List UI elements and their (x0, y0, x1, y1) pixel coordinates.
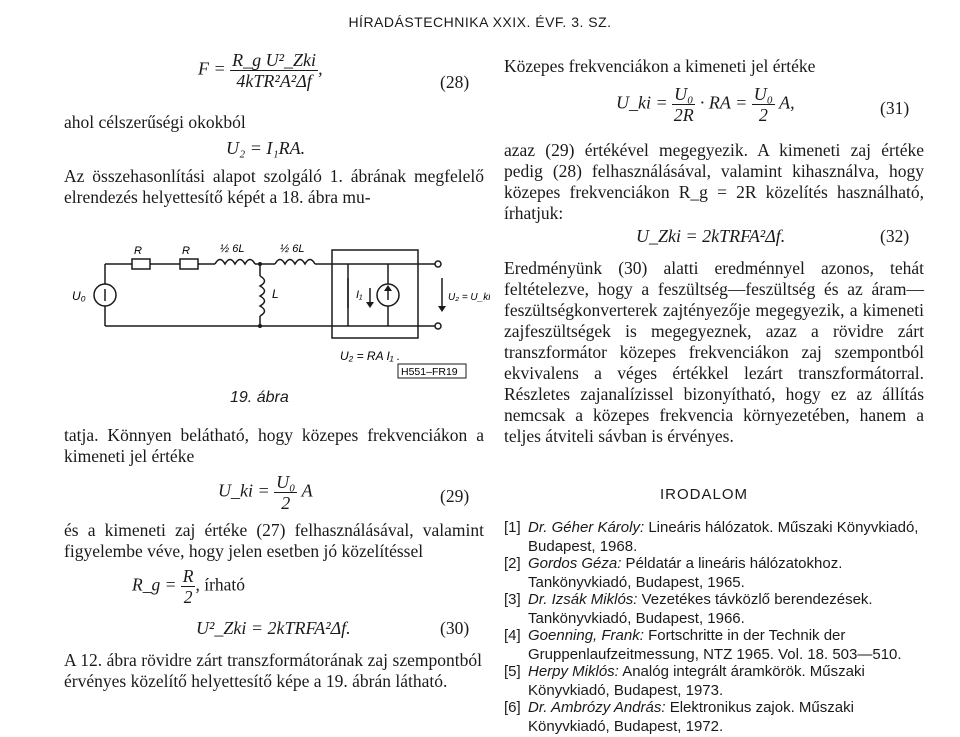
label-l1: ½ 6L (220, 243, 245, 255)
left-para-4: és a kimeneti zaj értéke (27) felhasználásával, valamint figyelembe véve, hogy jelen esetben jó közelítéssel (64, 520, 484, 561)
ref-number: [4] (504, 627, 521, 644)
label-u0: U₀ (72, 289, 86, 303)
references-heading: IRODALOM (660, 486, 749, 503)
label-l2: ½ 6L (280, 243, 305, 255)
ref-number: [6] (504, 699, 521, 716)
rg-denominator: 2 (183, 587, 193, 607)
resistor-r2 (180, 259, 198, 269)
ref-text: Elektronikus zajok. Műszaki Könyvkiadó, Budapest, 1972. (528, 699, 854, 735)
converter-box (332, 250, 418, 338)
left-para-3: tatja. Könnyen belátható, hogy közepes frekvenciákon a kimeneti jel értéke (64, 425, 484, 466)
ref-author: Dr. Ambrózy András: (528, 699, 666, 716)
ref-author: Dr. Izsák Miklós: (528, 591, 638, 608)
ref-number: [2] (504, 555, 521, 572)
eq29-lhs: U_ki = (218, 480, 270, 501)
label-uki: U₂ = U_ki (448, 292, 490, 303)
ref-author: Goenning, Frank: (528, 627, 644, 644)
ref-number: [5] (504, 663, 521, 680)
equation-31 (616, 84, 795, 125)
eq31-lhs: U_ki = (616, 92, 668, 113)
equation-u2: U₂ = I₁RA. (226, 138, 306, 158)
eq28-numerator: R_g U²_Zki (232, 50, 317, 70)
ref-number: [1] (504, 519, 521, 536)
right-para-1: Közepes frekvenciákon a kimeneti jel értéke (504, 56, 816, 76)
label-l: L (272, 287, 279, 301)
eq31-mid: · RA = (699, 92, 748, 113)
eq31-numerator-2: U₀ (753, 84, 773, 104)
eq31-denominator-1: 2R (673, 105, 694, 125)
equation-32: U_Zki = 2kTRFA²Δf. (636, 226, 786, 246)
figure-code: H551–FR19 (401, 366, 458, 378)
eq31-numerator-1: U₀ (674, 84, 694, 104)
eq30-number: (30) (440, 618, 470, 638)
right-para-3: Eredményünk (30) alatti eredménnyel azonos, tehát feltételezve, hogy a feszültség—feszültség és az áram—feszültségkonverterek zajtényezője megegyezik, a kimeneti zajfeszültségek is megegyeznek, azaz a rövidre zárt transzformátor közepes frekvenciákon zaj szempontból ekvivalens a véges értékkel lezárt transzformátorral. Részletes zajanalízissel bizonyítható, hogy ez az állítás nemcsak a közepes frekvencia környezetében, hanem a teljes átviteli sávban is érvényes. (504, 258, 924, 446)
eq28-lhs: F = (198, 58, 226, 79)
left-para-2: Az összehasonlítási alapot szolgáló 1. ábrának megfelelő elrendezés helyettesítő képét a 18. ábra mu- (64, 166, 484, 207)
eq29-numerator: U₀ (276, 472, 296, 492)
eq31-denominator-2: 2 (758, 105, 768, 125)
figure-19-caption: 19. ábra (230, 389, 289, 406)
right-para-2: azaz (29) értékével megegyezik. A kimeneti zaj értéke pedig (28) felhasználásával, valamint kihasználva, hogy közepes frekvenciákon R_g = 2R közelítés használható, írhatjuk: (504, 140, 924, 223)
ref-text: Példatár a lineáris hálózatokhoz. Tankönyvkiadó, Budapest, 1965. (528, 555, 843, 591)
eq28-number: (28) (440, 72, 470, 92)
reference-item (504, 626, 934, 664)
reference-item (504, 590, 934, 628)
eq29-denominator: 2 (281, 493, 291, 513)
eq32-number: (32) (880, 226, 910, 246)
ref-text: Fortschritte in der Technik der Gruppenlaufzeitmessung, NTZ 1965. Vol. 18. 503—510. (528, 627, 902, 663)
reference-item (504, 518, 934, 556)
inductor-l1 (215, 260, 255, 265)
label-u2: U₂ = RA I₁ . (340, 349, 401, 363)
eq28-fraction (230, 50, 318, 91)
eq28-denominator: 4kTR²A²Δf (236, 71, 312, 91)
equation-30: U²_Zki = 2kTRFA²Δf. (196, 618, 351, 638)
eq31-fraction-1 (672, 84, 695, 125)
rg-tail: , írható (195, 574, 246, 595)
label-r1: R (134, 245, 142, 257)
ref-text: Analóg integrált áramkörök. Műszaki Könyvkiadó, Budapest, 1973. (528, 663, 865, 699)
left-para-5: A 12. ábra rövidre zárt transzformátorának zaj szempontból érvényes közelítő helyettesítő képe a 19. ábrán látható. (64, 650, 482, 691)
reference-item (504, 662, 934, 700)
journal-header: HÍRADÁSTECHNIKA XXIX. ÉVF. 3. SZ. (348, 14, 612, 30)
eq28-tail: , (318, 58, 323, 79)
eq29-number: (29) (440, 486, 470, 506)
label-r2: R (182, 245, 190, 257)
reference-item (504, 698, 934, 736)
ref-text: Vezetékes távközlő berendezések. Tankönyvkiadó, Budapest, 1966. (528, 591, 873, 627)
rg-numerator: R (182, 566, 194, 586)
ref-author: Dr. Géher Károly: (528, 519, 645, 536)
eq31-number: (31) (880, 98, 910, 118)
rg-lhs: R_g = (132, 574, 177, 595)
ref-number: [3] (504, 591, 521, 608)
ref-text: Lineáris hálózatok. Műszaki Könyvkiadó, Budapest, 1968. (528, 519, 919, 555)
eq29-tail: A (301, 480, 313, 501)
inductor-l2 (275, 260, 315, 265)
rg-approx (132, 566, 245, 607)
reference-item (504, 554, 934, 592)
ref-author: Gordos Géza: (528, 555, 622, 572)
equation-28 (198, 50, 323, 91)
eq31-fraction-2 (752, 84, 775, 125)
equation-29 (218, 472, 313, 513)
rg-fraction (181, 566, 196, 607)
left-para-1: ahol célszerűségi okokból (64, 112, 246, 132)
ref-author: Herpy Miklós: (528, 663, 619, 680)
resistor-r1 (132, 259, 150, 269)
shunt-inductor-l (260, 276, 265, 316)
label-i1: I₁ (356, 289, 363, 301)
eq29-fraction (274, 472, 297, 513)
eq31-tail: A, (779, 92, 795, 113)
circuit-figure-19 (70, 238, 490, 413)
